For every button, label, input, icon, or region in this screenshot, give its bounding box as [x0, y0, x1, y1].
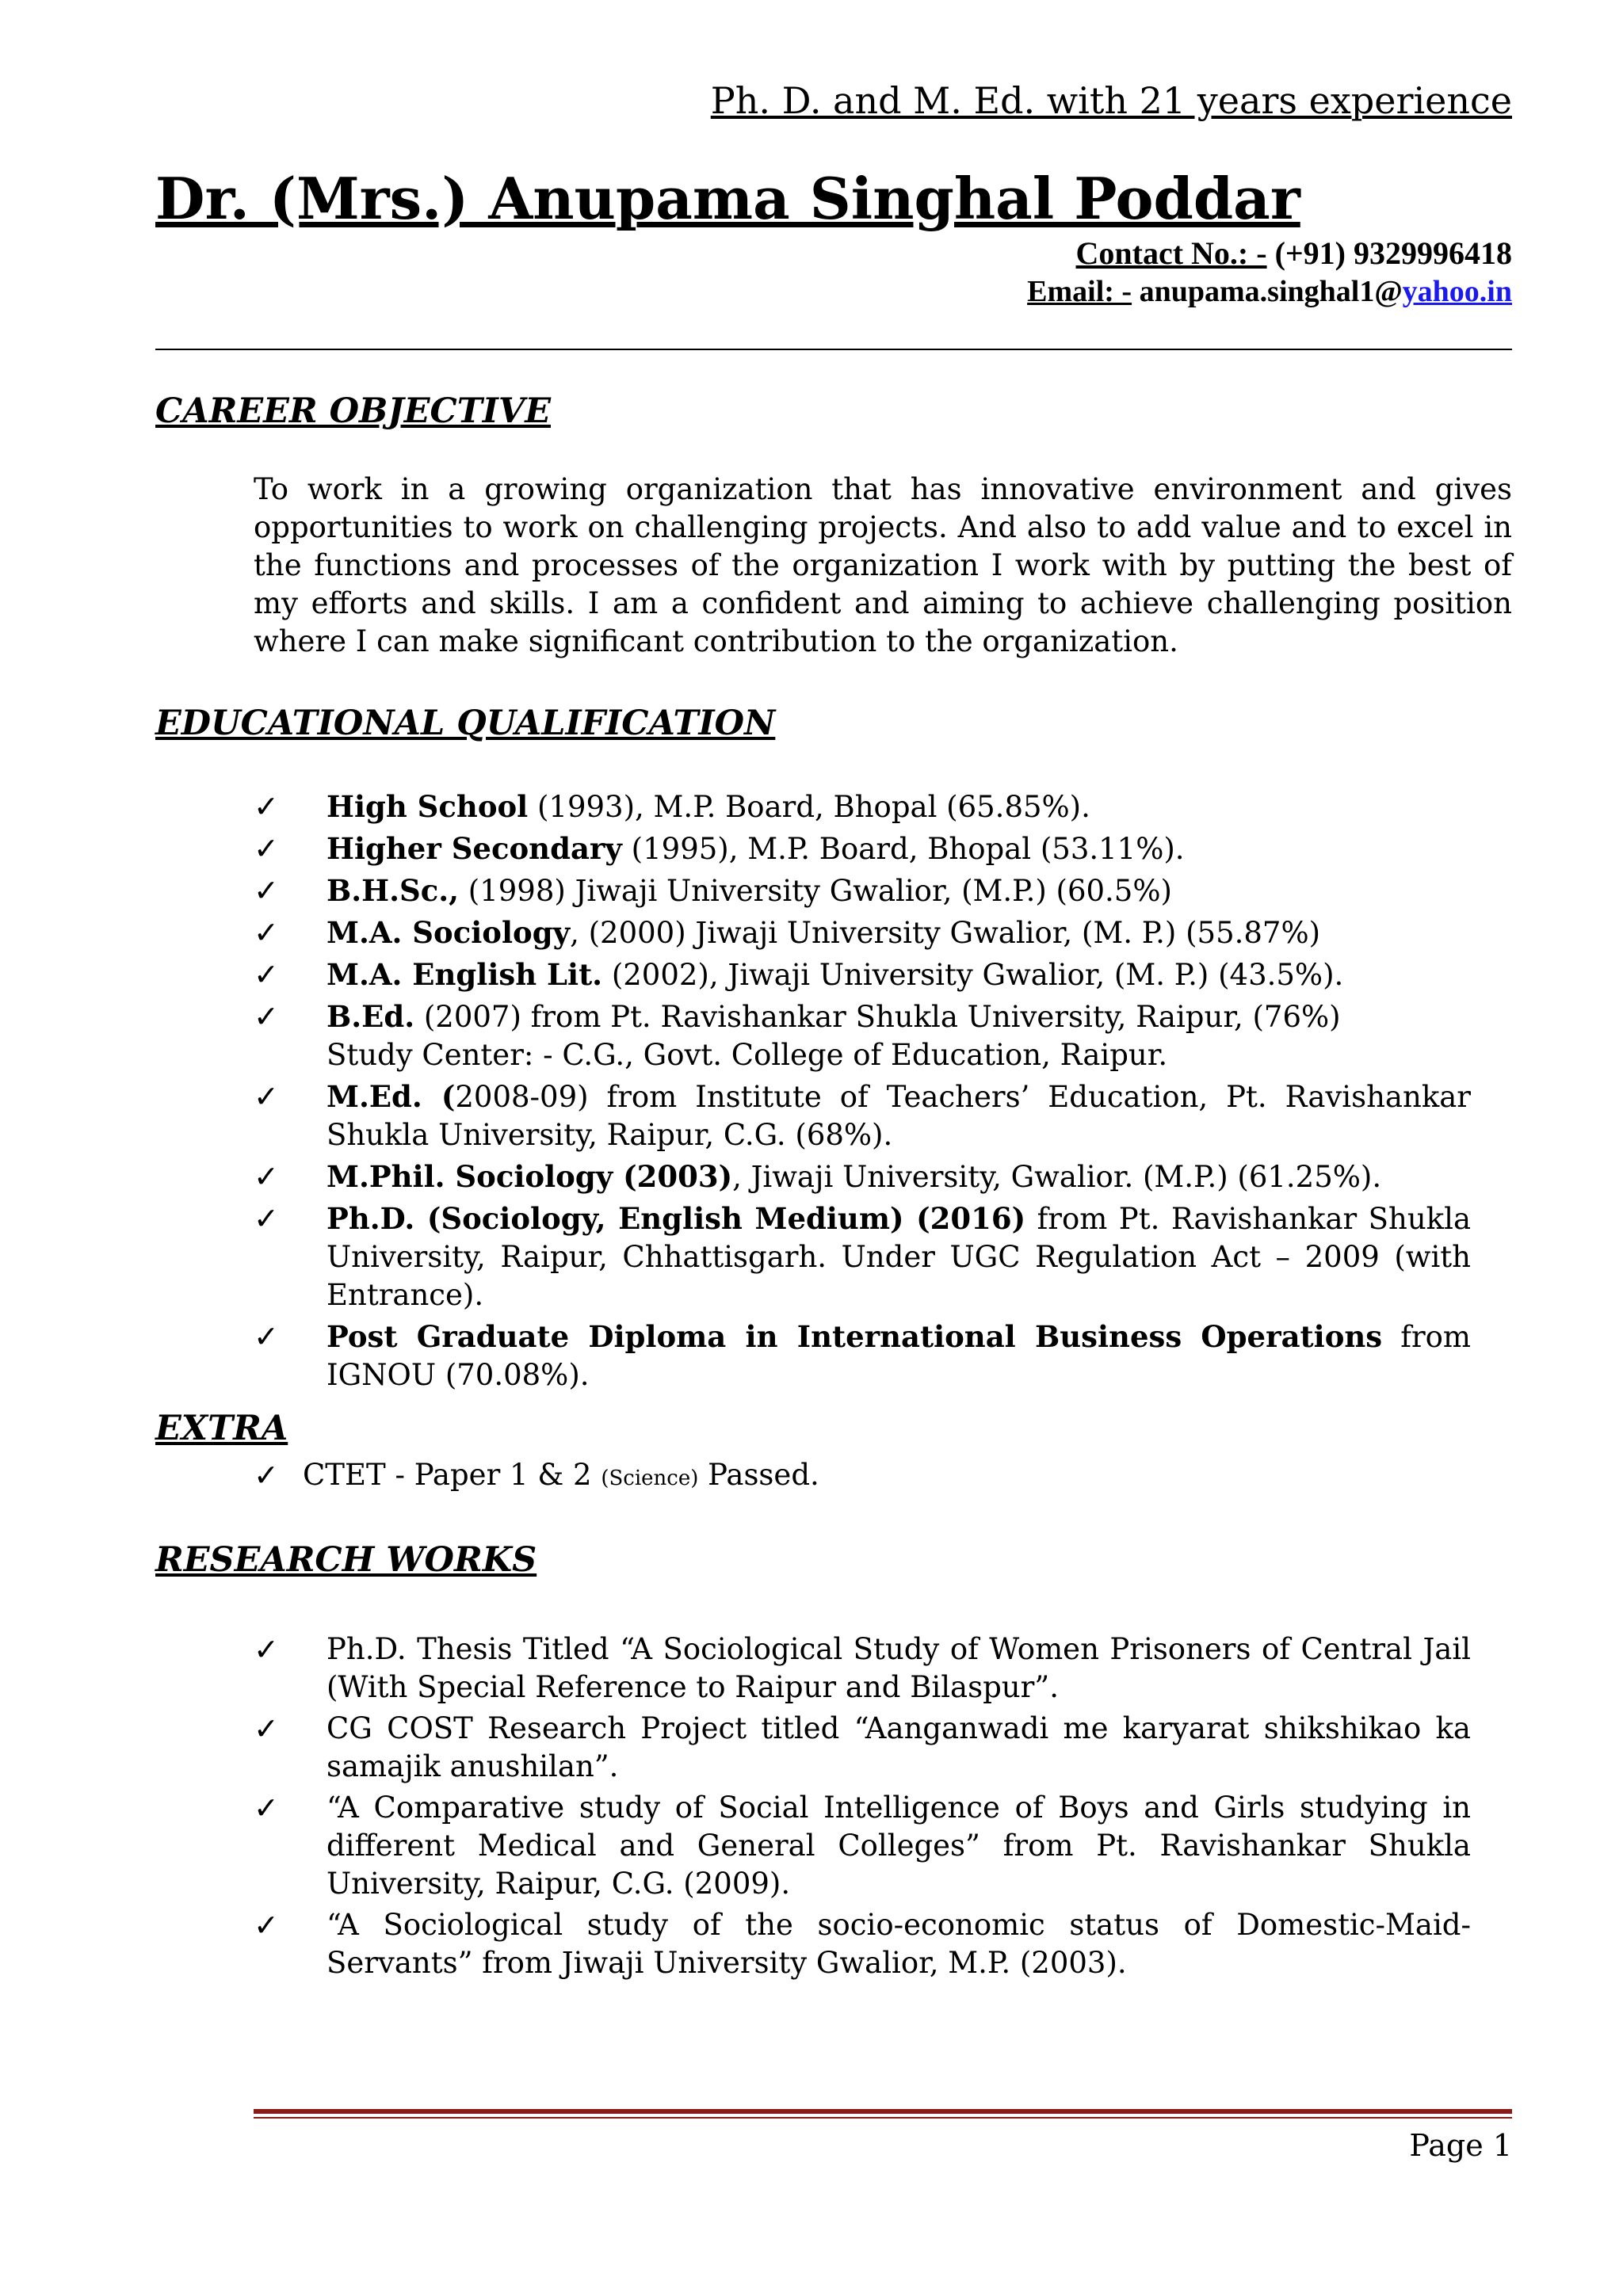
- check-mark-icon: ✓: [254, 1319, 279, 1354]
- list-item: ✓ CTET - Paper 1 & 2 (Science) Passed.: [254, 1458, 819, 1493]
- footer-divider-thin: [254, 2117, 1512, 2119]
- list-item: ✓ Post Graduate Diploma in International Business Operations from IGNOU (70.08%).: [254, 1319, 1471, 1392]
- education-list: [254, 788, 1471, 1398]
- list-item: ✓ M.A. Sociology, (2000) Jiwaji University Gwalior, (M. P.) (55.87%): [254, 915, 1321, 950]
- page-number: Page 1: [1409, 2128, 1512, 2163]
- header-tag-line: Ph. D. and M. Ed. with 21 years experience: [710, 79, 1512, 122]
- check-mark-icon: ✓: [254, 873, 279, 908]
- list-item: ✓ M.Phil. Sociology (2003), Jiwaji University, Gwalior. (M.P.) (61.25%).: [254, 1159, 1382, 1194]
- check-mark-icon: ✓: [254, 831, 279, 866]
- check-mark-icon: ✓: [254, 915, 279, 950]
- contact-value: (+91) 9329996418: [1266, 235, 1512, 271]
- check-mark-icon: ✓: [254, 999, 279, 1034]
- check-mark-icon: ✓: [254, 1711, 279, 1746]
- contact-label: Contact No.: -: [1075, 235, 1267, 271]
- list-item: ✓ High School (1993), M.P. Board, Bhopal (65.85%).: [254, 789, 1090, 824]
- research-heading: RESEARCH WORKS: [155, 1540, 537, 1580]
- list-item: ✓ Ph.D. Thesis Titled “A Sociological Study of Women Prisoners of Central Jail (With Special Reference to Raipur and Bilaspur”.: [254, 1632, 1471, 1704]
- check-mark-icon: ✓: [254, 1079, 279, 1114]
- email-domain-link[interactable]: yahoo.in: [1402, 275, 1512, 308]
- check-mark-icon: ✓: [254, 789, 279, 824]
- education-heading: EDUCATIONAL QUALIFICATION: [155, 704, 776, 743]
- check-mark-icon: ✓: [254, 1791, 279, 1825]
- list-item: ✓ M.Ed. (2008-09) from Institute of Teachers’ Education, Pt. Ravishankar Shukla University, Raipur, C.G. (68%).: [254, 1079, 1471, 1152]
- list-item: ✓ B.H.Sc., (1998) Jiwaji University Gwalior, (M.P.) (60.5%): [254, 873, 1172, 908]
- list-item: ✓ Higher Secondary (1995), M.P. Board, Bhopal (53.11%).: [254, 831, 1185, 866]
- list-item: ✓ “A Sociological study of the socio-economic status of Domestic-Maid-Servants” from Jiwaji University Gwalior, M.P. (2003).: [254, 1908, 1471, 1980]
- list-item: ✓ B.Ed. (2007) from Pt. Ravishankar Shukla University, Raipur, (76%) Study Center: - C.G., Govt. College of Education, Raipur.: [254, 999, 1341, 1072]
- list-item: ✓ Ph.D. (Sociology, English Medium) (2016) from Pt. Ravishankar Shukla University, Raipur, Chhattisgarh. Under UGC Regulation Act – 2009 (with Entrance).: [254, 1201, 1471, 1312]
- check-mark-icon: ✓: [254, 1458, 279, 1493]
- check-mark-icon: ✓: [254, 1908, 279, 1943]
- list-item: ✓ “A Comparative study of Social Intelligence of Boys and Girls studying in different Medical and General Colleges” from Pt. Ravishankar Shukla University, Raipur, C.G. (2009).: [254, 1791, 1471, 1901]
- career-objective-text: To work in a growing organization that has innovative environment and gives opportunities to work on challenging projects. And also to add value and to excel in the functions and processes of the organization I work with by putting the best of my efforts and skills. I am a confident and aiming to achieve challenging position where I can make significant contribution to the organization.: [254, 472, 1512, 658]
- research-list: [254, 1630, 1471, 1985]
- candidate-name: Dr. (Mrs.) Anupama Singhal Poddar: [155, 165, 1300, 232]
- list-item: ✓ CG COST Research Project titled “Aanganwadi me karyarat shikshikao ka samajik anushilan”.: [254, 1711, 1471, 1783]
- extra-list: [254, 1456, 1471, 1501]
- check-mark-icon: ✓: [254, 1201, 279, 1236]
- check-mark-icon: ✓: [254, 957, 279, 992]
- footer-divider-thick: [254, 2109, 1512, 2114]
- career-objective-heading: CAREER OBJECTIVE: [155, 391, 551, 431]
- check-mark-icon: ✓: [254, 1632, 279, 1667]
- email-user: anupama.singhal1@: [1132, 275, 1403, 308]
- email-address: [1027, 274, 1512, 309]
- list-item: ✓ M.A. English Lit. (2002), Jiwaji University Gwalior, (M. P.) (43.5%).: [254, 957, 1344, 992]
- extra-heading: EXTRA: [155, 1409, 288, 1448]
- check-mark-icon: ✓: [254, 1159, 279, 1194]
- contact-number: [1076, 235, 1513, 272]
- header-divider: [155, 349, 1512, 350]
- email-label: Email: -: [1027, 275, 1132, 308]
